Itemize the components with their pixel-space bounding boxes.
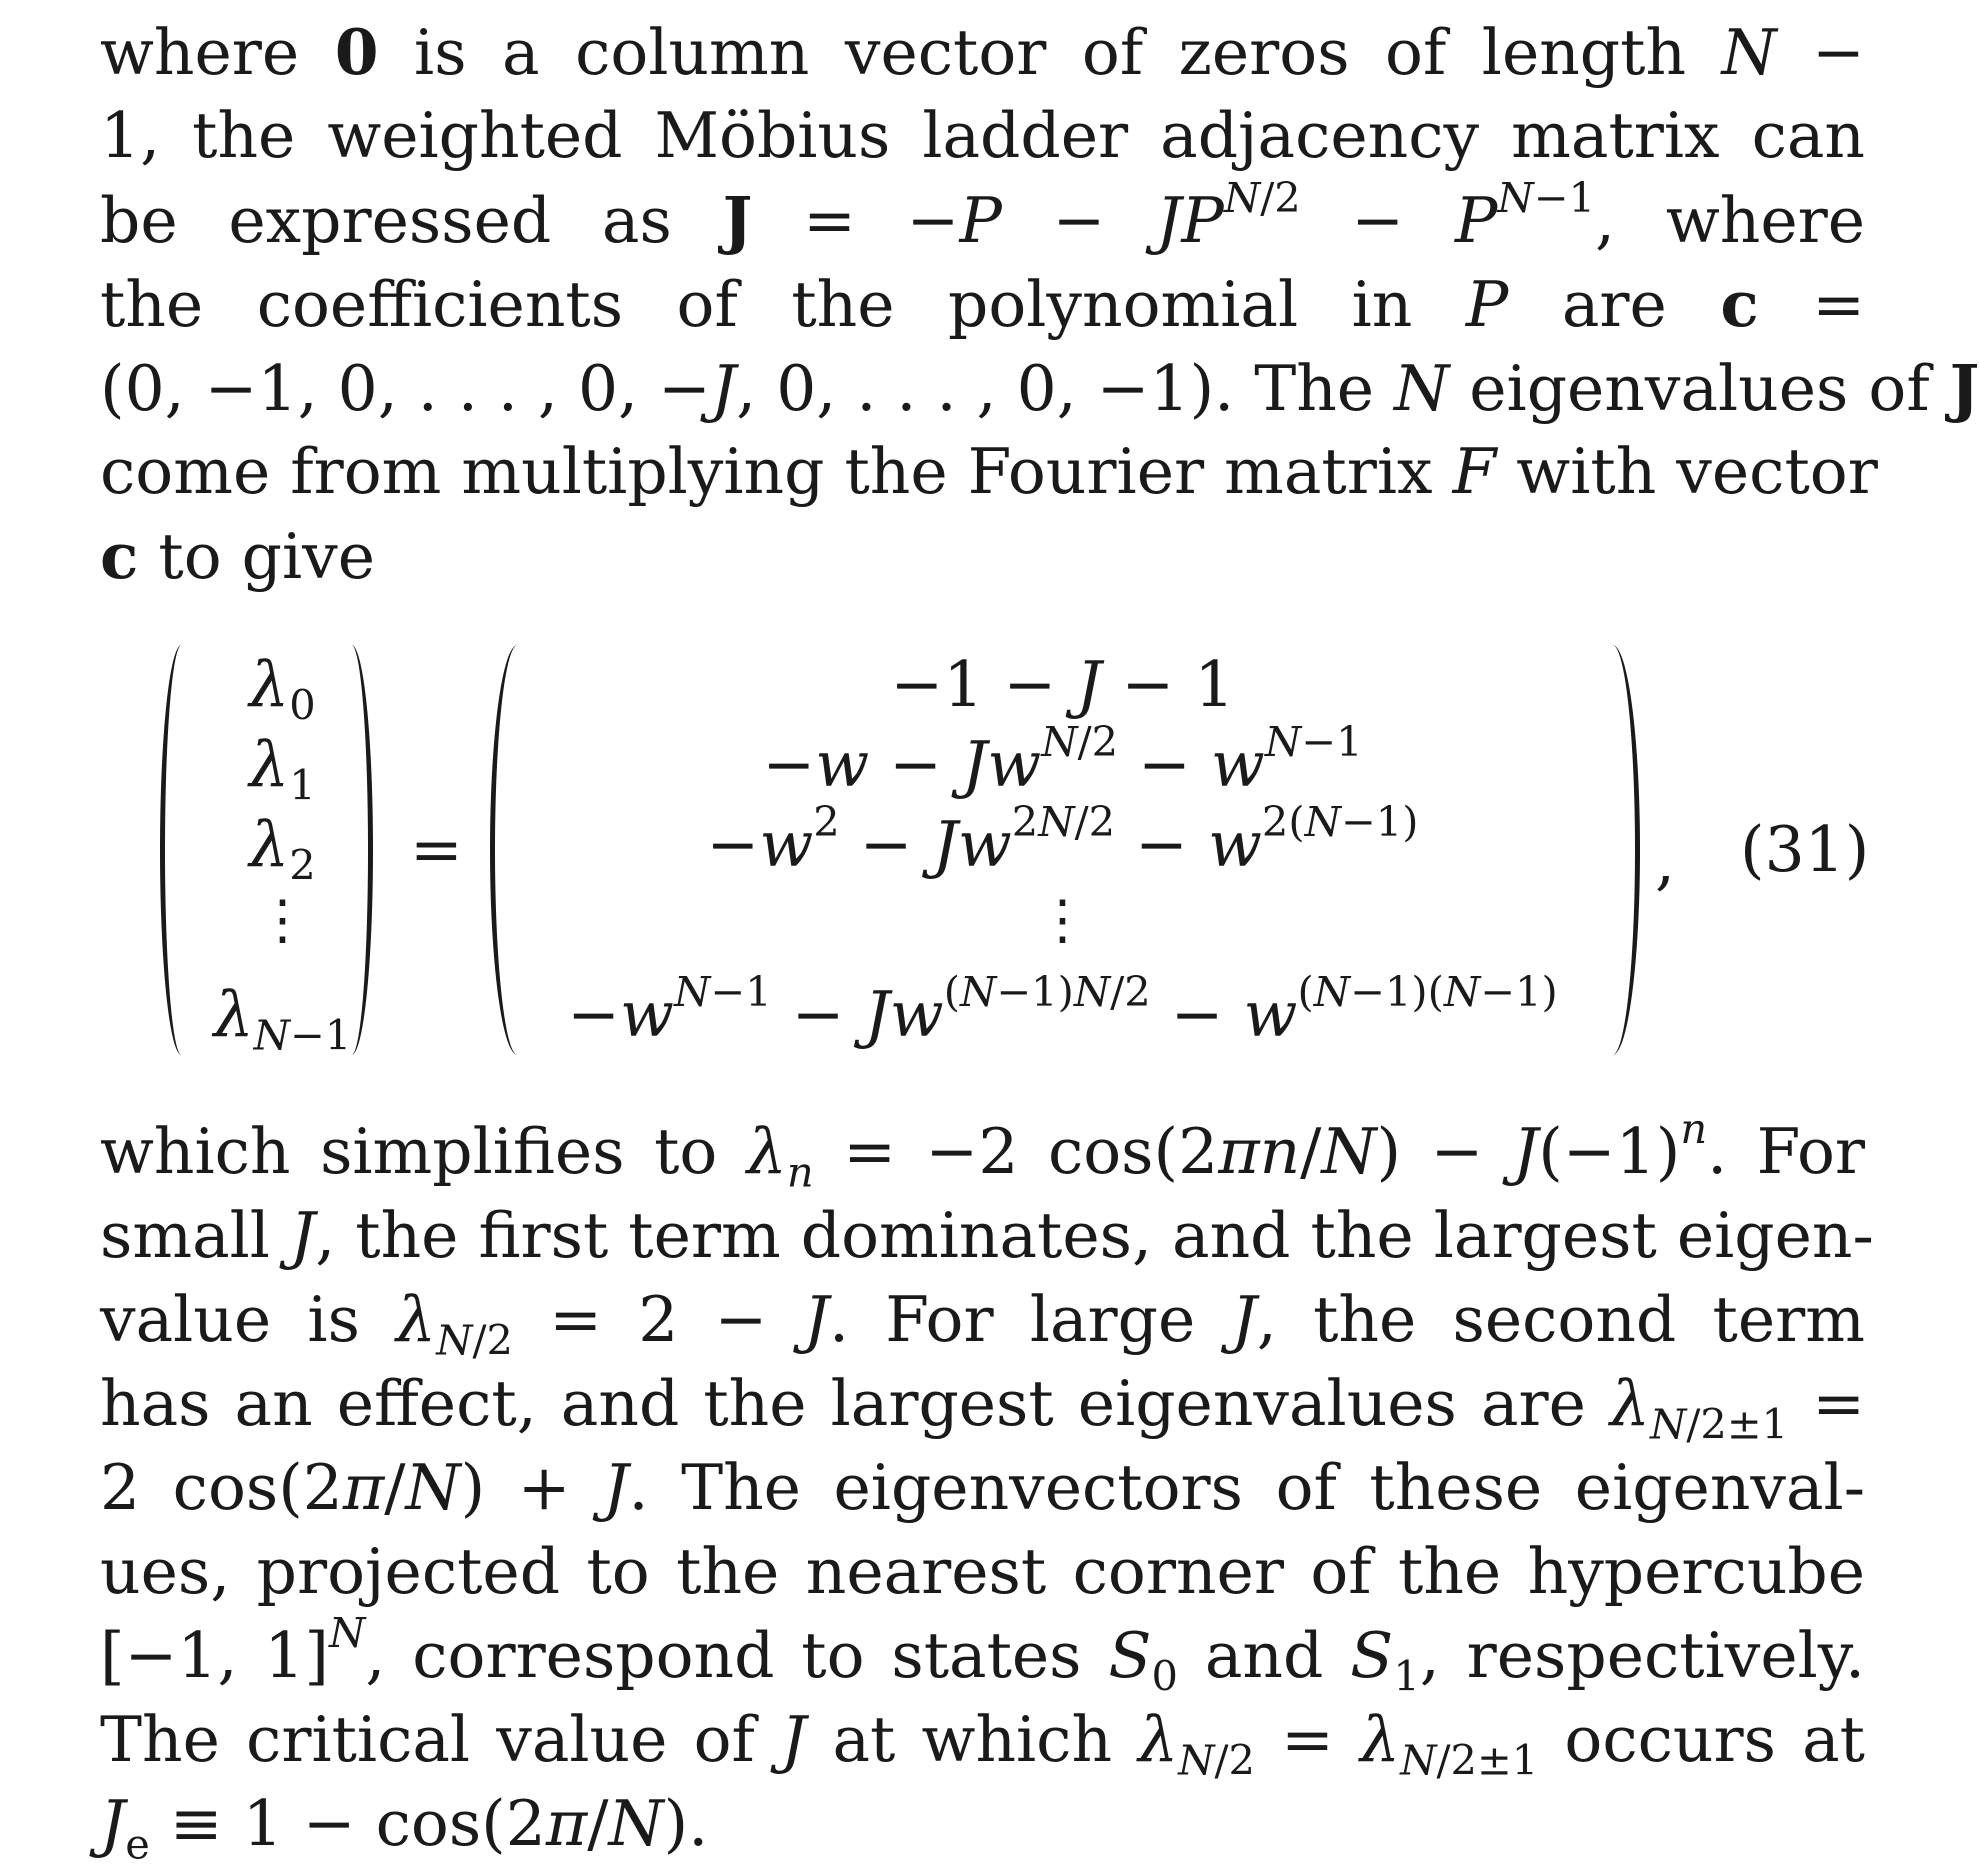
text-line: $J_e \equiv 1 - \cos(2\pi/N)$. bbox=[100, 1787, 709, 1868]
lhs-right-paren bbox=[330, 645, 373, 1055]
text-line: small J, the first term dominates, and the largest eigen- bbox=[100, 1199, 1874, 1272]
text-line: ues, projected to the nearest corner of the hypercube bbox=[100, 1535, 1865, 1608]
polynomial-entry: $-w - Jw^{N/2} - w^{N-1}$ bbox=[762, 717, 1363, 801]
text-line: (0, −1, 0, . . . , 0, −J, 0, . . . , 0, −1). The N eigenvalues of J bbox=[100, 351, 1979, 425]
equation-31 bbox=[0, 615, 1920, 1085]
polynomial-entry: $-w^{N-1} - Jw^{(N-1)N/2} - w^{(N-1)(N-1)}$ bbox=[567, 967, 1558, 1051]
eigenvalue-entry: $\lambda_{N-1}$ bbox=[213, 978, 352, 1060]
text-line: come from multiplying the Fourier matrix F with vector bbox=[100, 435, 1878, 508]
paragraph-intro bbox=[100, 10, 1979, 598]
text-line: has an effect, and the largest eigenvalues are $\lambda_{N/2\pm 1}$ = bbox=[100, 1367, 1865, 1449]
equation-number: (31) bbox=[1740, 813, 1870, 886]
fourier-product-vector bbox=[505, 645, 1620, 1055]
paragraph-eigenvalues bbox=[100, 1104, 1874, 1868]
text-line: where 0 is a column vector of zeros of length N − bbox=[100, 15, 1865, 89]
text-line: 1, the weighted Möbius ladder adjacency matrix can bbox=[100, 99, 1865, 172]
rhs-right-paren bbox=[1585, 645, 1640, 1055]
text-line: be expressed as $J = -P - JP^{N/2} - P^{N-1}$, where bbox=[100, 173, 1866, 257]
equals-sign: = bbox=[410, 813, 463, 886]
text-line: the coefficients of the polynomial in P are c = bbox=[100, 267, 1865, 341]
text-line: which simplifies to $\lambda_n = -2$ $\cos(2\pi n/N) - J(-1)^n$. For bbox=[100, 1104, 1865, 1197]
text-line: value is $\lambda_{N/2} = 2 - J$. For large J, the second term bbox=[100, 1283, 1865, 1365]
polynomial-entry: $-w^2 - Jw^{2N/2} - w^{2(N-1)}$ bbox=[706, 797, 1419, 881]
vertical-ellipsis: ⋮ bbox=[1035, 888, 1090, 951]
equation-comma: , bbox=[1655, 825, 1676, 898]
vertical-ellipsis: ⋮ bbox=[255, 888, 310, 951]
text-line: c to give bbox=[100, 519, 376, 593]
eigenvalue-entry: $\lambda_2$ bbox=[249, 808, 316, 890]
eigenvalue-entry: $\lambda_1$ bbox=[249, 728, 316, 810]
text-line: 2 cos(2π/N) + J. The eigenvectors of these eigenval- bbox=[100, 1451, 1865, 1524]
polynomial-entry: −1 − J − 1 bbox=[890, 648, 1235, 721]
text-line: [−1, 1]$^N$, correspond to states $S_0$ and $S_1$, respectively. bbox=[100, 1608, 1866, 1701]
eigenvalue-entry: $\lambda_0$ bbox=[249, 648, 316, 730]
text-line: The critical value of J at which $\lambda_{N/2} = \lambda_{N/2\pm 1}$ occurs at bbox=[100, 1703, 1866, 1785]
